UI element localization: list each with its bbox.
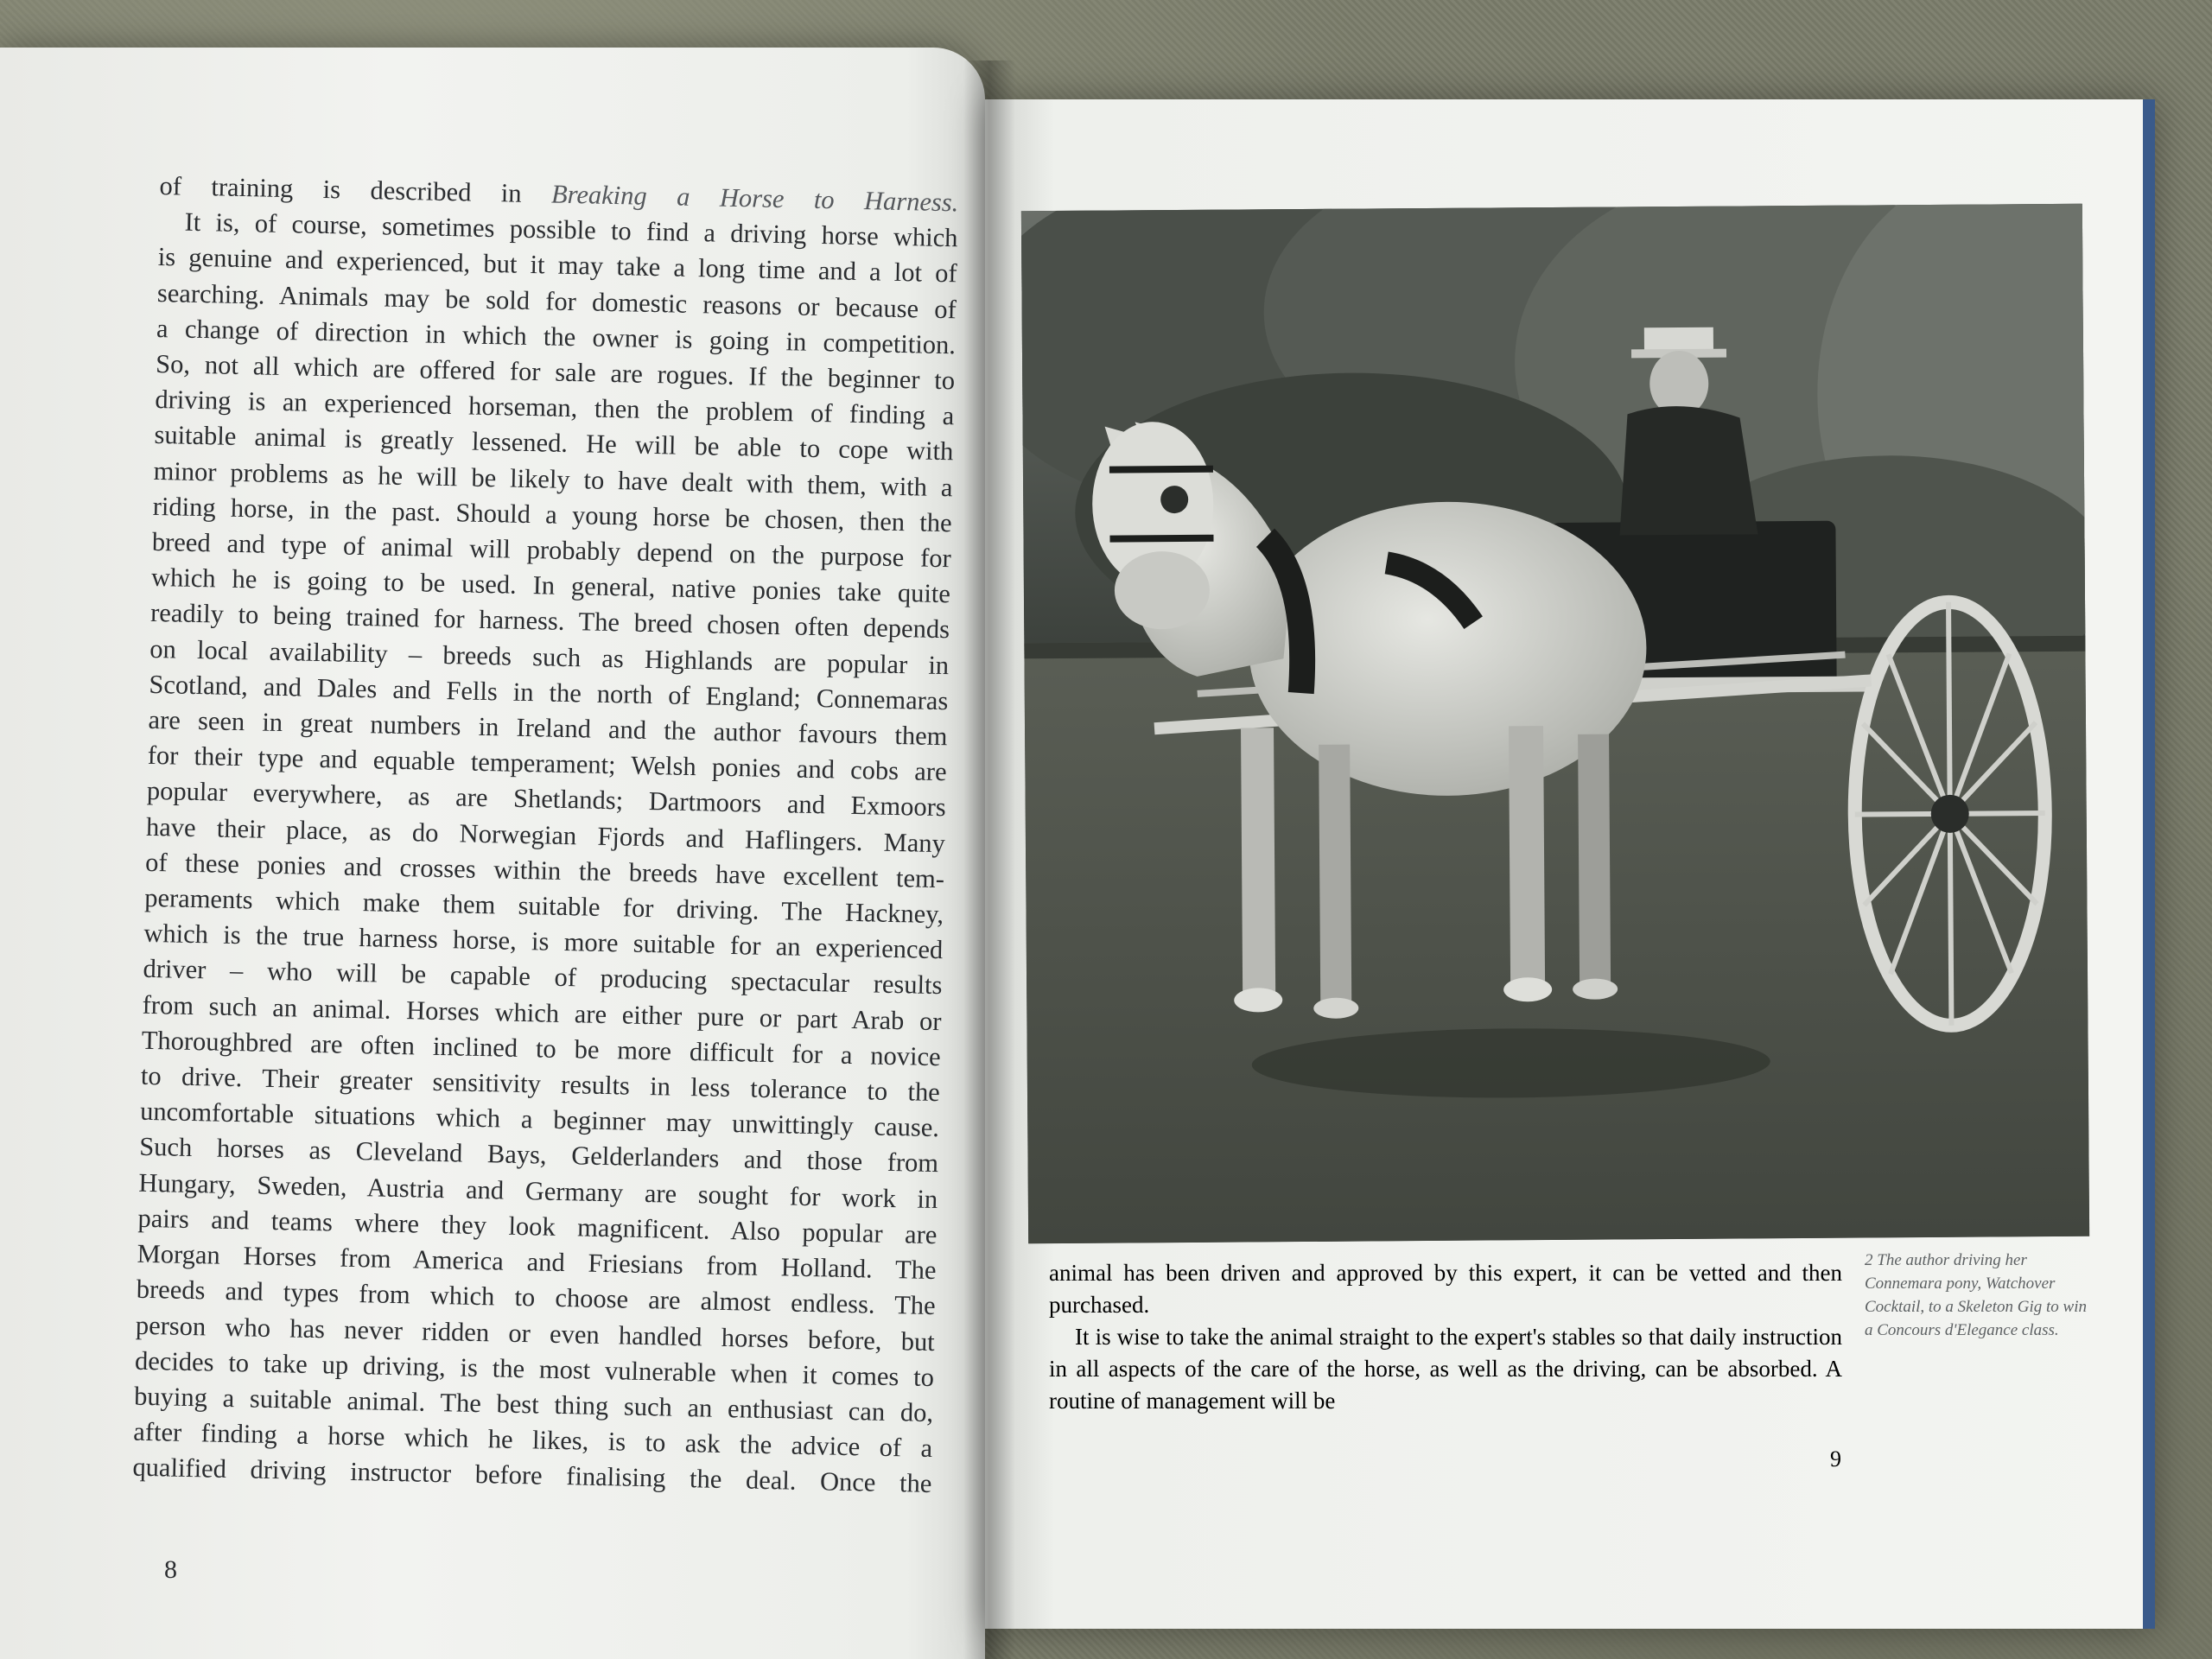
text-line: pairs and teams where they look magnificent. Also popular are bbox=[137, 1203, 938, 1249]
right-page-number: 9 bbox=[1830, 1446, 1841, 1471]
text-line: decides to take up driving, is the most vulnerable when it comes to bbox=[134, 1345, 935, 1392]
text-line: Morgan Horses from America and Friesians from Holland. The bbox=[137, 1238, 937, 1286]
text-line: to drive. Their greater sensitivity results in less tolerance to the bbox=[140, 1060, 941, 1108]
right-paragraph-2: It is wise to take the animal straight to the expert's stables so that daily instruction in all aspects of the care of the horse, as well as the driving, can be absorbed. A routine of management will be bbox=[1049, 1324, 1842, 1414]
left-page bbox=[0, 48, 985, 1659]
text-line: riding horse, in the past. Should a young horse be chosen, then the bbox=[152, 491, 952, 538]
text-line: on local availability – breeds such as Highlands are popular in bbox=[149, 633, 950, 680]
horse-and-gig-photo bbox=[1021, 204, 2089, 1244]
text-line: suitable animal is greatly lessened. He will be able to cope with bbox=[154, 420, 954, 467]
text-line: after finding a horse which he likes, is to ask the advice of a bbox=[133, 1416, 933, 1464]
text-line-1-lead: of training is described in bbox=[159, 170, 552, 209]
photo-illustration bbox=[1021, 204, 2089, 1244]
text-line: qualified driving instructor before finalising the deal. Once the bbox=[132, 1452, 932, 1499]
book-gutter-shadow bbox=[963, 60, 1015, 1659]
text-line: buying a suitable animal. The best thing such an enthusiast can do, bbox=[133, 1381, 934, 1427]
text-line: peraments which make them suitable for driving. The Hackney, bbox=[143, 882, 944, 930]
text-line: driving is an experienced horseman, then the problem of finding a bbox=[155, 385, 955, 431]
text-line: breeds and types from which to choose are almost endless. The bbox=[136, 1274, 936, 1321]
text-line: is genuine and experienced, but it may take a long time and a lot of bbox=[157, 242, 958, 289]
text-line: which he is going to be used. In general, native ponies take quite bbox=[150, 563, 951, 609]
caption-number: 2 bbox=[1865, 1251, 1873, 1269]
text-line: Such horses as Cleveland Bays, Gelderlanders and those from bbox=[138, 1132, 939, 1179]
text-line: popular everywhere, as are Shetlands; Dartmoors and Exmoors bbox=[146, 776, 947, 823]
text-line: of these ponies and crosses within the breeds have excellent tem- bbox=[144, 847, 945, 894]
text-line: person who has never ridden or even handled horses before, but bbox=[135, 1310, 936, 1357]
text-line: uncomfortable situations which a beginner may unwittingly cause. bbox=[139, 1096, 940, 1143]
text-line: So, not all which are offered for sale are rogues. If the beginner to bbox=[155, 348, 956, 396]
photo-caption bbox=[1865, 1249, 2098, 1342]
left-page-body-text bbox=[132, 168, 959, 1503]
text-line: which is the true harness horse, is more suitable for an experienced bbox=[143, 918, 944, 965]
left-page-number: 8 bbox=[164, 1555, 177, 1584]
text-line: from such an animal. Horses which are either pure or part Arab or bbox=[142, 989, 942, 1036]
right-page-body-text bbox=[1049, 1257, 1842, 1417]
text-line: for their type and equable temperament; Welsh ponies and cobs are bbox=[147, 741, 947, 787]
text-line: readily to being trained for harness. The breed chosen often depends bbox=[149, 598, 950, 645]
caption-text: The author driving her Connemara pony, Watchover Cocktail, to a Skeleton Gig to win a Concours d'Elegance class. bbox=[1865, 1251, 2087, 1339]
text-line: are seen in great numbers in Ireland and the author favours them bbox=[148, 704, 948, 752]
text-line: minor problems as he will be likely to have dealt with them, with a bbox=[153, 455, 953, 502]
text-line: It is, of course, sometimes possible to find a driving horse which bbox=[184, 207, 958, 253]
book-title-reference: Breaking a Horse to Harness. bbox=[550, 179, 959, 218]
text-line: have their place, as do Norwegian Fjords and Haflingers. Many bbox=[145, 811, 946, 858]
text-line: Hungary, Sweden, Austria and Germany are sought for work in bbox=[138, 1167, 938, 1214]
text-line: driver – who will be capable of producing spectacular results bbox=[143, 954, 943, 1001]
text-line: a change of direction in which the owner is going in competition. bbox=[156, 313, 957, 360]
right-paragraph-1: animal has been driven and approved by this expert, it can be vetted and then purchased. bbox=[1049, 1260, 1842, 1318]
text-line: Thoroughbred are often inclined to be more difficult for a novice bbox=[141, 1025, 942, 1072]
text-line: breed and type of animal will probably depend on the purpose for bbox=[151, 526, 952, 574]
text-line: Scotland, and Dales and Fells in the north of England; Connemaras bbox=[149, 669, 949, 716]
text-line: searching. Animals may be sold for domestic reasons or because of bbox=[156, 277, 957, 324]
